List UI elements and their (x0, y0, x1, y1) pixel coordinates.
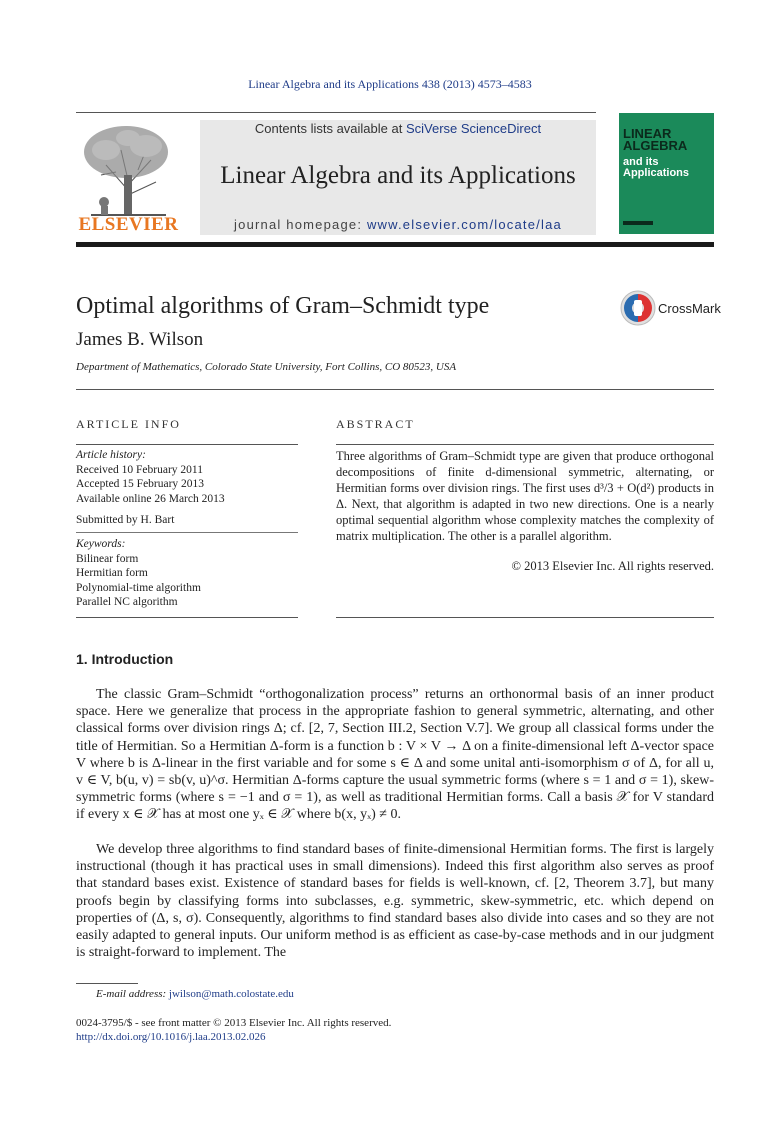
abstract-rule (336, 444, 714, 445)
keywords-rule (76, 532, 298, 533)
abstract-copyright: © 2013 Elsevier Inc. All rights reserved. (511, 559, 714, 573)
homepage-prefix: journal homepage: (234, 217, 367, 232)
journal-citation[interactable]: Linear Algebra and its Applications 438 (2013) 4573–4583 (248, 77, 532, 91)
elsevier-wordmark: ELSEVIER (78, 214, 179, 235)
cover-title: LINEAR ALGEBRA (623, 126, 688, 153)
article-info-rule (76, 444, 298, 445)
email-label: E-mail address: (96, 988, 169, 1000)
submitted-by: Submitted by H. Bart (76, 514, 175, 526)
info-top-rule (76, 389, 714, 390)
intro-paragraph-1: The classic Gram–Schmidt “orthogonalization process” returns an orthonormal basis of an inner product space. Here we generalize that process in the appropriate fashion to general symmetric, alternating, and other classical forms over division rings Δ; cf. [2, 7, Section III.2, Section V.7]. We group all classical forms under the title of Hermitian. So a Hermitian Δ-form is a function b : V × V → Δ on a finite-dimensional left Δ-vector space V where b is Δ-linear in the first variable and for some s ∈ Δ and some unital anti-isomorphism σ of Δ, for all u, v ∈ V, b(u, v) = sb(v, u)^σ. Hermitian Δ-forms capture the usual symmetric forms (where s = 1 and σ = 1), skew-symmetric forms (where s = −1 and σ = 1), as well as traditional Hermitian forms. Call a basis 𝒳 for V standard if every x ∈ 𝒳 has at most one yₓ ∈ 𝒳 where b(x, yₓ) ≠ 0. (76, 687, 714, 823)
crossmark-icon[interactable] (620, 290, 656, 326)
keyword: Polynomial-time algorithm (76, 581, 201, 594)
abstract-bottom-rule (336, 617, 714, 618)
homepage-link[interactable]: www.elsevier.com/locate/laa (366, 217, 562, 232)
online-date: Available online 26 March 2013 (76, 492, 225, 505)
abstract-text: Three algorithms of Gram–Schmidt type are given that produce orthogonal decompositions of finite d-dimensional symmetric, alternating, or Hermitian forms over division rings. The first uses d³/3 + O(d²) products in Δ. Next, that algorithm is adapted in two new directions. One is a nearly optimal sequential algorithm whose complexity matches the complexity of matrix multiplication. The other is a parallel algorithm. (336, 449, 714, 543)
intro-heading: 1. Introduction (76, 651, 174, 667)
doi-link[interactable]: http://dx.doi.org/10.1016/j.laa.2013.02.026 (76, 1031, 266, 1043)
paper-title: Optimal algorithms of Gram–Schmidt type (76, 293, 490, 319)
received-date: Received 10 February 2011 (76, 463, 203, 476)
header-rule (76, 242, 714, 247)
cover-band (623, 221, 653, 225)
contents-line (200, 121, 596, 136)
sciencedirect-link[interactable]: SciVerse ScienceDirect (405, 121, 542, 136)
journal-title: Linear Algebra and its Applications (220, 162, 576, 189)
article-info-bottom-rule (76, 617, 298, 618)
footnote-email (96, 988, 294, 1000)
crossmark-label[interactable]: CrossMark (658, 301, 721, 316)
keyword: Hermitian form (76, 567, 148, 579)
keywords-label: Keywords: (76, 538, 126, 550)
author-name: James B. Wilson (76, 329, 204, 350)
keyword: Parallel NC algorithm (76, 596, 178, 608)
history-label: Article history: (76, 449, 146, 461)
abstract-heading: ABSTRACT (336, 417, 415, 431)
email-link[interactable]: jwilson@math.colostate.edu (168, 988, 294, 1000)
accepted-date: Accepted 15 February 2013 (76, 478, 205, 490)
author-affiliation: Department of Mathematics, Colorado State University, Fort Collins, CO 80523, USA (76, 361, 457, 373)
footnote-rule (76, 983, 138, 984)
top-rule (76, 112, 596, 113)
article-info-heading: ARTICLE INFO (76, 417, 181, 431)
cover-subtitle: and its Applications (623, 156, 690, 179)
contents-prefix: Contents lists available at (254, 121, 406, 136)
journal-homepage (200, 217, 596, 232)
keywords (76, 537, 298, 610)
intro-paragraph-2: We develop three algorithms to find standard bases of finite-dimensional Hermitian forms. The first is largely instructional (though it has practical uses in small dimensions). Indeed this first algorithm also serves as proof that standard bases exist. Existence of standard bases for fields is well-known, cf. [2, Theorem 3.7], but many proofs begin by classifying forms into subclasses, e.g. symmetric, skew-symmetric, etc. which depend on properties of (Δ, s, σ). Consequently, algorithms to find standard bases also divide into cases and so they are not easily adapted to general inputs. Our uniform method is as efficient as case-by-case methods and in our judgment is straight-forward to implement. The (76, 842, 714, 961)
issn-line: 0024-3795/$ - see front matter © 2013 Elsevier Inc. All rights reserved. (76, 1017, 392, 1029)
keyword: Bilinear form (76, 552, 139, 565)
article-history (76, 448, 298, 506)
